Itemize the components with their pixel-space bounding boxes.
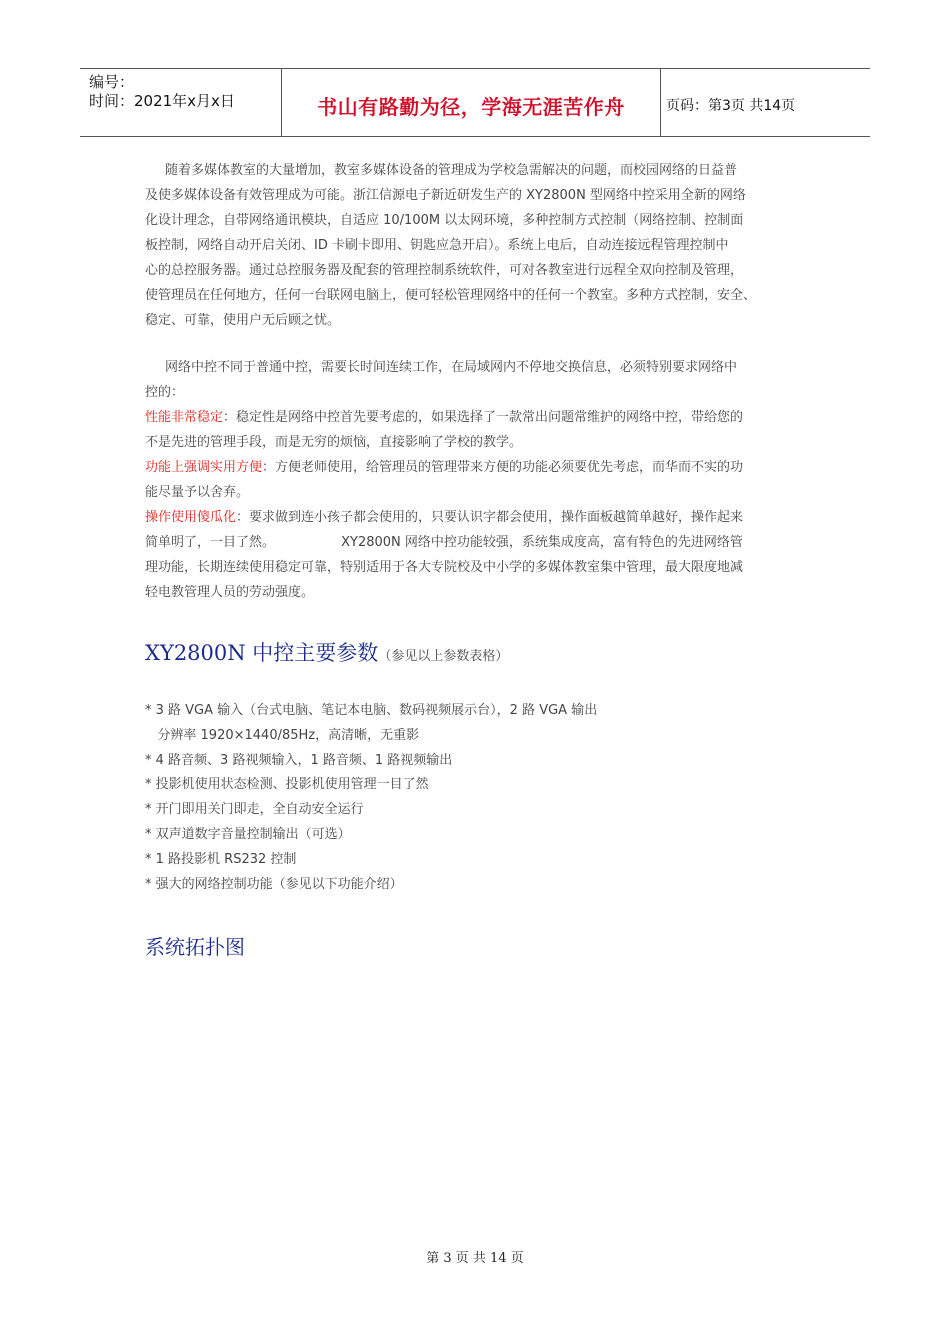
requirement-text-line: 不是先进的管理手段，而是无穷的烦恼，直接影响了学校的教学。 (145, 435, 523, 450)
requirements-intro-line: 网络中控不同于普通中控，需要长时间连续工作，在局域网内不停地交换信息，必须特别要求网络中 (165, 360, 738, 375)
requirement-text-line: 简单明了，一目了然。 XY2800N 网络中控功能较强，系统集成度高，富有特色的先进网络管 (145, 535, 743, 550)
list-item: * 强大的网络控制功能（参见以下功能介绍） (145, 876, 403, 892)
requirement-title: 性能非常稳定 (145, 410, 224, 425)
params-heading-note: （参见以上参数表格） (378, 649, 509, 664)
params-list (145, 699, 597, 897)
intro-line: 化设计理念，自带网络通讯模块，自适应 10/100M 以太网环境，多种控制方式控制（网络控制、控制面 (145, 213, 744, 228)
topology-heading (145, 931, 245, 960)
intro-line: 随着多媒体教室的大量增加，教室多媒体设备的管理成为学校急需解决的问题，而校园网络的日益普 (165, 163, 738, 178)
document-time-label: 时间：2021年x月x日 (89, 92, 235, 110)
intro-line: 板控制，网络自动开启关闭、ID 卡刷卡即用、钥匙应急开启）。系统上电后，自动连接远程管理控制中 (145, 238, 729, 253)
intro-line: 及使多媒体设备有效管理成为可能。浙江信源电子新近研发生产的 XY2800N 型网络中控采用全新的网络 (145, 188, 746, 203)
intro-line: 心的总控服务器。通过总控服务器及配套的管理控制系统软件，可对各教室进行远程全双向控制及管理， (145, 263, 744, 278)
page-header-table (80, 68, 870, 137)
params-heading (145, 637, 508, 667)
intro-line: 使管理员在任何地方，任何一台联网电脑上，便可轻松管理网络中的任何一个教室。多种方式控制，安全、 (145, 288, 757, 303)
requirement-title: 操作使用傻瓜化 (145, 510, 237, 525)
page-footer: 第 3 页 共 14 页 (426, 1251, 524, 1266)
requirement-text-line: 轻电教管理人员的劳动强度。 (145, 585, 315, 600)
requirement-item-simple-operation: 操作使用傻瓜化：要求做到连小孩子都会使用的，只要认识字都会使用，操作面板越简单越好，操作起来 (145, 510, 744, 525)
list-item: * 4 路音频、3 路视频输入，1 路音频、1 路视频输出 (145, 752, 453, 768)
requirement-title: 功能上强调实用方便 (145, 460, 263, 475)
list-item: 分辨率 1920×1440/85Hz，高清晰，无重影 (145, 727, 420, 743)
list-item: * 开门即用关门即走，全自动安全运行 (145, 802, 364, 818)
topology-heading-title: 系统拓扑图 (145, 935, 245, 959)
requirement-item-practical: 功能上强调实用方便：方便老师使用，给管理员的管理带来方便的功能必须要优先考虑，而华而不实的功 (145, 460, 744, 475)
intro-paragraph (145, 158, 810, 333)
list-item: * 双声道数字音量控制输出（可选） (145, 826, 351, 842)
header-info-cell (80, 69, 282, 136)
header-motto: 书山有路勤为径，学海无涯苦作舟 (317, 95, 625, 119)
header-page-number: 页码：第3页 共14页 (666, 98, 796, 114)
header-motto-cell (282, 69, 661, 136)
document-number-label: 编号： (89, 73, 135, 91)
requirement-text-line: 能尽量予以舍弃。 (145, 485, 250, 500)
requirement-text-line: 理功能，长期连续使用稳定可靠，特别适用于各大专院校及中小学的多媒体教室集中管理，最大限度地减 (145, 560, 744, 575)
header-page-cell (661, 69, 870, 136)
list-item: * 3 路 VGA 输入（台式电脑、笔记本电脑、数码视频展示台），2 路 VGA 输出 (145, 703, 598, 718)
requirements-section (145, 355, 810, 605)
intro-line: 稳定、可靠，使用户无后顾之忧。 (145, 313, 341, 328)
list-item: * 1 路投影机 RS232 控制 (145, 851, 297, 867)
requirement-item-stability: 性能非常稳定：稳定性是网络中控首先要考虑的，如果选择了一款常出问题常维护的网络中控，带给您的 (145, 410, 744, 425)
list-item: * 投影机使用状态检测、投影机使用管理一目了然 (145, 777, 429, 793)
requirements-intro-line: 控的： (145, 385, 185, 400)
params-heading-title: XY2800N 中控主要参数 (145, 641, 379, 665)
